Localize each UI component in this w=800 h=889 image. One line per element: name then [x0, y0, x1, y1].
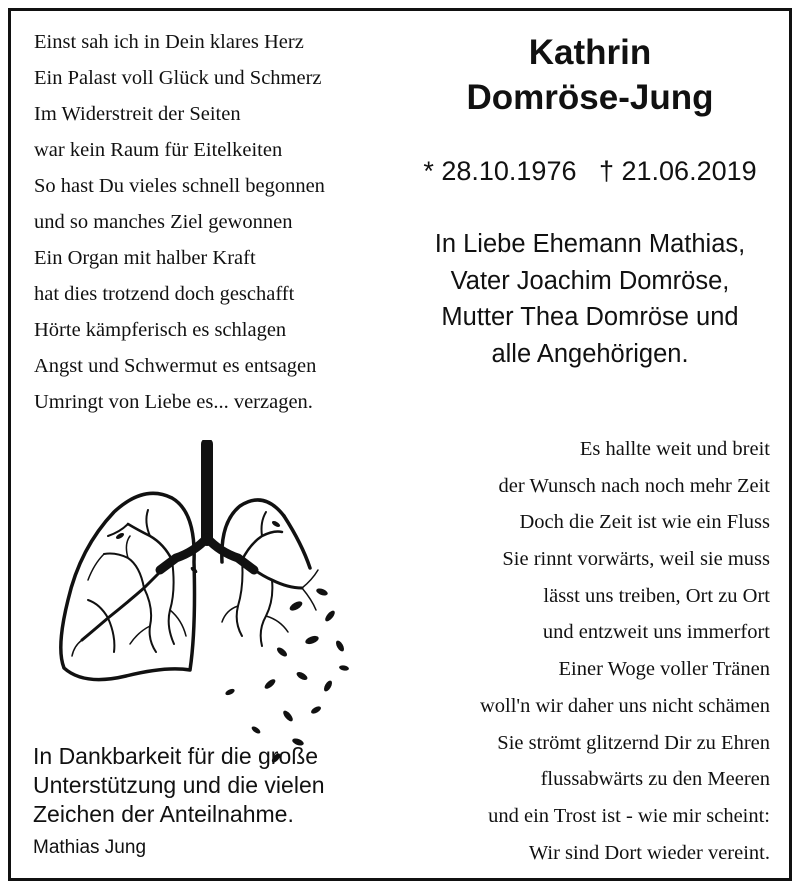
poem-line: Es hallte weit und breit [579, 438, 770, 460]
poem-line: Wir sind Dort wieder vereint. [528, 841, 770, 864]
poem-left [34, 24, 325, 420]
signer-name: Mathias Jung [33, 837, 147, 858]
poem-line: war kein Raum für Eitelkeiten [34, 139, 283, 161]
poem-line: hat dies trotzend doch geschafft [34, 283, 295, 305]
poem-line: So hast Du vieles schnell begonnen [34, 175, 325, 197]
poem-line: flussabwärts zu den Meeren [540, 768, 770, 791]
poem-line: Sie rinnt vorwärts, weil sie muss [502, 548, 770, 571]
poem-line: Im Widerstreit der Seiten [34, 103, 241, 125]
poem-line: und so manches Ziel gewonnen [34, 211, 293, 233]
poem-line: Sie strömt glitzernd Dir zu Ehren [497, 731, 770, 754]
thanks-line: Zeichen der Anteilnahme. [33, 801, 294, 827]
lungs-tree-icon [44, 440, 374, 770]
first-name: Kathrin [528, 33, 652, 72]
thanks-line: Unterstützung und die vielen [33, 772, 325, 798]
poem-line: lässt uns treiben, Ort zu Ort [543, 584, 770, 607]
poem-line: Doch die Zeit ist wie ein Fluss [519, 511, 770, 534]
poem-line: Einst sah ich in Dein klares Herz [34, 31, 304, 53]
poem-line: und ein Trost ist - wie mir scheint: [488, 804, 770, 827]
thanks-line: In Dankbarkeit für die große [33, 743, 319, 769]
poem-line: Umringt von Liebe es... verzagen. [34, 391, 313, 413]
poem-line: woll'n wir daher uns nicht schämen [479, 694, 770, 717]
life-dates: * 28.10.1976 † 21.06.2019 [423, 156, 757, 186]
poem-line: Einer Woge voller Tränen [558, 658, 770, 681]
mourners [395, 226, 785, 372]
poem-line: Hörte kämpferisch es schlagen [34, 319, 287, 341]
poem-line: Ein Organ mit halber Kraft [34, 247, 256, 269]
thanks-text [33, 742, 325, 829]
mourners-line: In Liebe Ehemann Mathias, [434, 230, 746, 258]
poem-line: und entzweit uns immerfort [542, 621, 770, 644]
poem-right [480, 431, 770, 871]
poem-line: der Wunsch nach noch mehr Zeit [498, 474, 770, 497]
poem-line: Ein Palast voll Glück und Schmerz [34, 67, 322, 89]
deceased-name [410, 30, 770, 120]
mourners-line: Mutter Thea Domröse und [441, 303, 739, 331]
mourners-line: Vater Joachim Domröse, [450, 266, 730, 295]
mourners-line: alle Angehörigen. [491, 339, 689, 368]
last-name: Domröse-Jung [466, 78, 714, 117]
poem-line: Angst und Schwermut es entsagen [34, 355, 317, 377]
